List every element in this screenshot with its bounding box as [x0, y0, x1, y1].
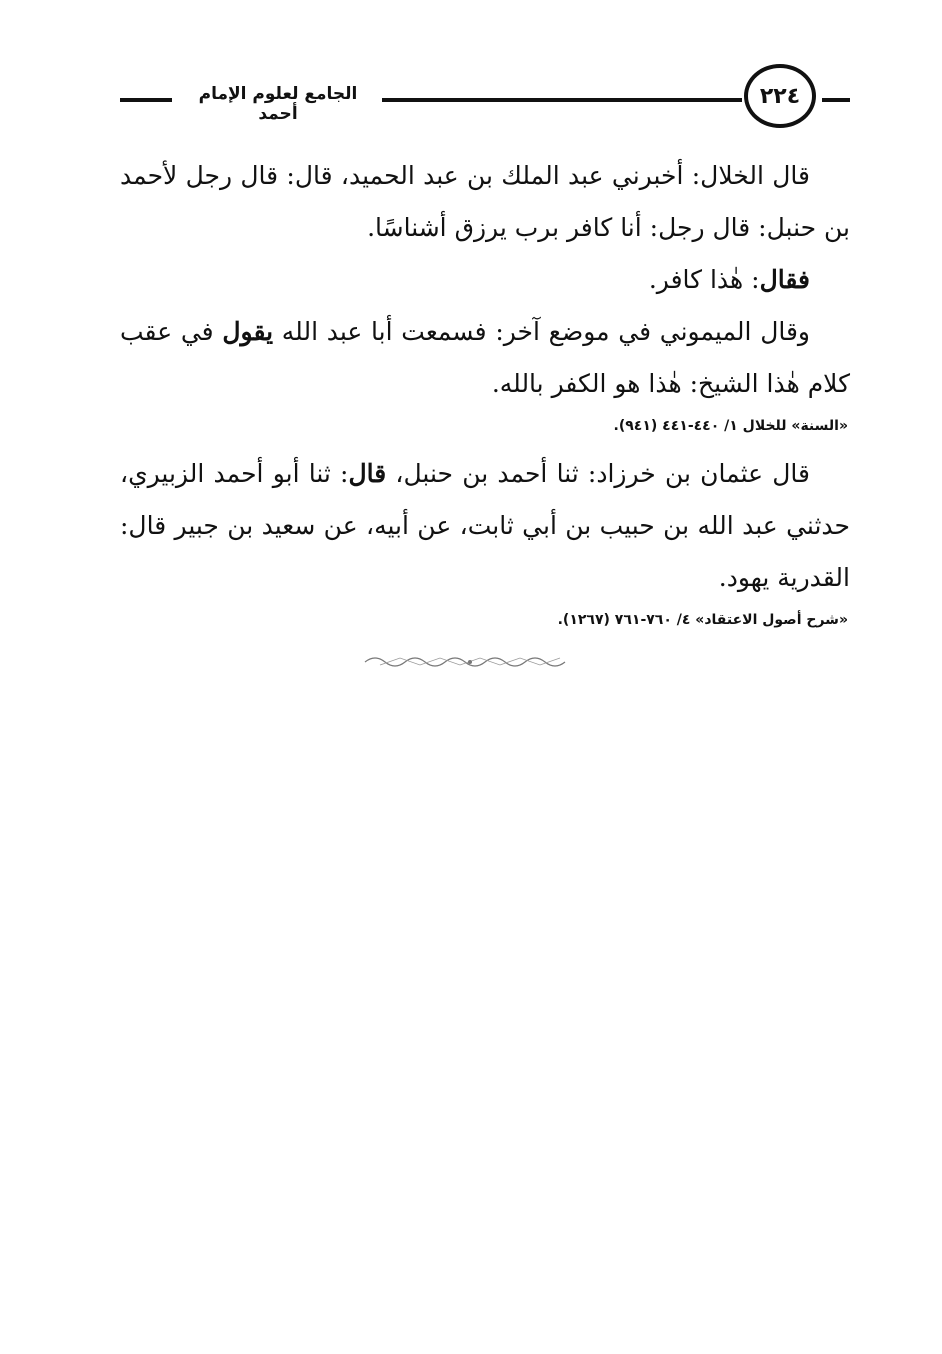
paragraph-3-text-b: في عقب كلام هٰذا الشيخ: هٰذا هو الكفر بالله.: [120, 317, 850, 398]
paragraph-4-text-b: : ثنا أبو أحمد الزبيري، حدثني عبد الله بن حبيب بن أبي ثابت، عن أبيه، عن سعيد بن جبير قال: القدرية يهود.: [120, 459, 850, 592]
paragraph-1-text: قال الخلال: أخبرني عبد الملك بن عبد الحميد، قال: قال رجل لأحمد بن حنبل: قال رجل: أنا كافر برب يرزق أشناسًا.: [120, 161, 850, 242]
header-rule-left: [120, 98, 172, 102]
paragraph-2: [120, 254, 850, 306]
paragraph-4-text-a: قال عثمان بن خرزاد: ثنا أحمد بن حنبل،: [386, 459, 810, 488]
header-rule-right: [822, 98, 850, 102]
paragraph-3-text-a: وقال الميموني في موضع آخر: فسمعت أبا عبد الله: [273, 317, 810, 346]
section-divider-ornament: [360, 652, 580, 672]
paragraph-2-bold: فقال: [759, 265, 810, 294]
page-body: [120, 150, 850, 642]
paragraph-3-bold: يقول: [222, 317, 274, 346]
paragraph-2-text: : هٰذا كافر.: [648, 265, 760, 294]
page-header: [120, 60, 850, 136]
paragraph-4: [120, 448, 850, 604]
reference-2: «شرح أصول الاعتقاد» ٤/ ٧٦٠-٧٦١ (١٢٦٧).: [557, 612, 848, 628]
reference-1: «السنة» للخلال ١/ ٤٤٠-٤٤١ (٩٤١).: [613, 418, 848, 434]
page-number: ٢٢٤: [744, 64, 816, 128]
header-rule-middle: [382, 98, 742, 102]
paragraph-3: [120, 306, 850, 410]
running-title: الجامع لعلوم الإمام أحمد: [198, 84, 358, 124]
paragraph-4-bold: قال: [348, 459, 387, 488]
paragraph-1: [120, 150, 850, 254]
